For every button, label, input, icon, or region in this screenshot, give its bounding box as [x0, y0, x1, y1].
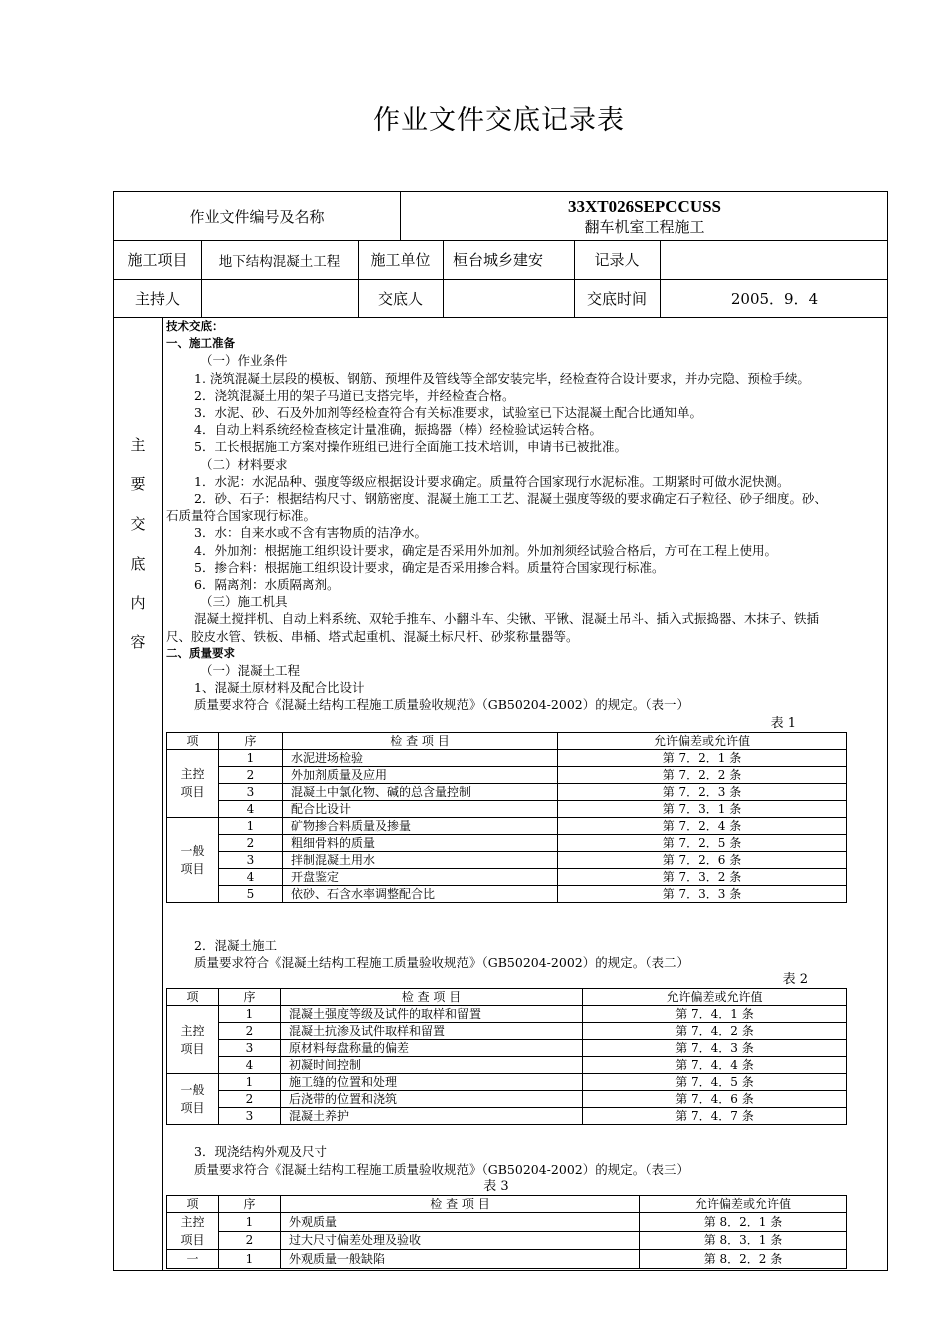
table-row	[167, 749, 847, 766]
check-item: 混凝土抗渗及试件取样和留置	[281, 1023, 583, 1040]
check-item: 依砂、石含水率调整配合比	[283, 885, 558, 902]
presenter-label: 交底人	[377, 289, 423, 308]
row-index: 2	[219, 834, 283, 851]
group-label-text: 主控 项目	[180, 1215, 205, 1248]
table-row	[167, 868, 847, 885]
side-label	[114, 318, 162, 1272]
column-header: 序	[219, 1196, 281, 1213]
content-body	[166, 318, 886, 1269]
allowed-value: 第 7．3．3 条	[558, 885, 847, 902]
row-index: 1	[219, 1006, 281, 1023]
allowed-value: 第 7．4．1 条	[583, 1006, 847, 1023]
allowed-value: 第 7．3．1 条	[558, 800, 847, 817]
paragraph: 质量要求符合《混凝土结构工程施工质量验收规范》（GB50204-2002）的规定。（表二）	[194, 955, 689, 971]
table-row	[167, 834, 847, 851]
check-item: 拌制混凝土用水	[283, 851, 558, 868]
table-row	[167, 1057, 847, 1074]
allowed-value: 第 7．4．4 条	[583, 1057, 847, 1074]
group-label-text: 主控 项目	[180, 1023, 205, 1056]
paragraph: 石质量符合国家现行标准。	[166, 508, 317, 524]
row-index: 2	[219, 766, 283, 783]
allowed-value: 第 7．2．4 条	[558, 817, 847, 834]
paragraph: 1．水泥：水泥品种、强度等级应根据设计要求确定。质量符合国家现行水泥标准。工期紧时可做水泥快测。	[194, 473, 790, 489]
paragraph: 3．水泥、砂、石及外加剂等经检查符合有关标准要求，试验室已下达混凝土配合比通知单。	[194, 405, 702, 421]
allowed-value: 第 8．3．1 条	[640, 1231, 847, 1250]
paragraph: 1. 浇筑混凝土层段的模板、钢筋、预埋件及管线等全部安装完毕，经检查符合设计要求，并办完隐、预检手续。	[194, 370, 810, 386]
table1	[166, 732, 847, 903]
table-row	[167, 1091, 847, 1108]
check-item: 后浇带的位置和浇筑	[281, 1091, 583, 1108]
check-item: 水泥进场检验	[283, 749, 558, 766]
side-char: 内	[130, 594, 146, 612]
tech-title: 技术交底：	[166, 319, 224, 333]
column-header: 序	[219, 732, 283, 749]
allowed-value: 第 7．2．1 条	[558, 749, 847, 766]
recorder-label: 记录人	[594, 251, 640, 269]
paragraph: 质量要求符合《混凝土结构工程施工质量验收规范》（GB50204-2002）的规定。（表三）	[194, 1161, 689, 1177]
paragraph: 5．工长根据施工方案对操作班组已进行全面施工技术培训，申请书已被批准。	[194, 439, 627, 455]
row-index: 3	[219, 783, 283, 800]
row-index: 2	[219, 1231, 281, 1250]
table-row	[167, 800, 847, 817]
paragraph: 4．自动上料系统经检查核定计量准确，振捣器（棒）经检验试运转合格。	[194, 422, 602, 438]
table2-caption: 表 2	[782, 972, 808, 988]
divider	[162, 317, 163, 1271]
group-label	[167, 1213, 219, 1250]
paragraph: 混凝土搅拌机、自动上料系统、双轮手推车、小翻斗车、尖锹、平锹、混凝土吊斗、插入式振捣器、木抹子、铁插	[194, 611, 820, 627]
check-item: 过大尺寸偏差处理及验收	[281, 1231, 640, 1250]
group-label-text: 主控 项目	[180, 767, 205, 800]
row-index: 4	[219, 1057, 281, 1074]
allowed-value: 第 7．2．3 条	[558, 783, 847, 800]
row-index: 3	[219, 851, 283, 868]
side-char: 容	[130, 633, 146, 651]
check-item: 混凝土养护	[281, 1108, 583, 1125]
check-item: 粗细骨料的质量	[283, 834, 558, 851]
side-char: 交	[130, 515, 146, 533]
allowed-value: 第 7．2．5 条	[558, 834, 847, 851]
group-label-text: 一般 项目	[180, 843, 205, 876]
row-index: 2	[219, 1023, 281, 1040]
check-item: 配合比设计	[283, 800, 558, 817]
check-item: 外观质量一般缺陷	[281, 1250, 640, 1269]
table-row	[167, 851, 847, 868]
check-item: 矿物掺合料质量及掺量	[283, 817, 558, 834]
table-row	[167, 885, 847, 902]
allowed-value: 第 7．3．2 条	[558, 868, 847, 885]
paragraph: 1、混凝土原材料及配合比设计	[194, 680, 365, 696]
table-row	[167, 1213, 847, 1232]
paragraph: 质量要求符合《混凝土结构工程施工质量验收规范》（GB50204-2002）的规定。（表一）	[194, 697, 689, 713]
row-index: 4	[219, 868, 283, 885]
check-item: 初凝时间控制	[281, 1057, 583, 1074]
group-label	[167, 1006, 219, 1074]
group-label	[167, 749, 219, 817]
row-index: 3	[219, 1040, 281, 1057]
paragraph: 5．掺合料：根据施工组织设计要求，确定是否采用掺合料。质量符合国家现行标准。	[194, 559, 665, 575]
check-item: 外观质量	[281, 1213, 640, 1232]
table3	[166, 1195, 847, 1269]
subsection-title: （一）混凝土工程	[200, 663, 301, 679]
doc-id-block	[400, 194, 889, 240]
side-char: 主	[130, 436, 146, 454]
paragraph: 3．水：自来水或不含有害物质的洁净水。	[194, 525, 427, 541]
check-item: 施工缝的位置和处理	[281, 1074, 583, 1091]
subsection-title: （二）材料要求	[200, 456, 288, 472]
doc-label: 作业文件编号及名称	[189, 207, 325, 226]
column-header: 项	[167, 732, 219, 749]
check-item: 开盘鉴定	[283, 868, 558, 885]
row-index: 1	[219, 1250, 281, 1269]
project-value: 地下结构混凝土工程	[218, 253, 341, 270]
allowed-value: 第 8．2．1 条	[640, 1213, 847, 1232]
group-label	[167, 817, 219, 902]
paragraph: 2．混凝土施工	[194, 937, 277, 953]
page-title: 作业文件交底记录表	[373, 105, 625, 136]
table2	[166, 988, 847, 1125]
column-header: 检 查 项 目	[281, 1196, 640, 1213]
subsection-title: （三）施工机具	[200, 594, 288, 610]
section-title: 一、施工准备	[166, 336, 235, 351]
check-item: 混凝土中氯化物、碱的总含量控制	[283, 783, 558, 800]
time-label: 交底时间	[586, 289, 647, 308]
host-value	[201, 279, 358, 317]
table-row	[167, 1250, 847, 1269]
column-header: 序	[219, 989, 281, 1006]
row-index: 3	[219, 1108, 281, 1125]
group-label-text: 一般 项目	[180, 1083, 205, 1116]
group-label	[167, 1250, 219, 1269]
check-item: 原材料每盘称量的偏差	[281, 1040, 583, 1057]
group-label-text: 一	[186, 1252, 199, 1267]
paragraph: 4．外加剂：根据施工组织设计要求，确定是否采用外加剂。外加剂须经试验合格后，方可在工程上使用。	[194, 542, 777, 558]
table-row	[167, 817, 847, 834]
paragraph: 尺、胶皮水管、铁板、串桶、塔式起重机、混凝土标尺杆、砂浆称量器等。	[166, 628, 579, 644]
row-index: 4	[219, 800, 283, 817]
paragraph: 2．砂、石子：根据结构尺寸、钢筋密度、混凝土施工工艺、混凝土强度等级的要求确定石子粒径、砂子细度。砂、	[194, 491, 827, 507]
presenter-value	[443, 279, 574, 317]
check-item: 混凝土强度等级及试件的取样和留置	[281, 1006, 583, 1023]
table-row	[167, 783, 847, 800]
allowed-value: 第 7．4．5 条	[583, 1074, 847, 1091]
unit-label: 施工单位	[370, 251, 431, 269]
group-label	[167, 1074, 219, 1125]
table-row	[167, 1231, 847, 1250]
paragraph: 2．浇筑混凝土用的架子马道已支搭完毕，并经检查合格。	[194, 387, 515, 403]
row-index: 2	[219, 1091, 281, 1108]
subsection-title: （一）作业条件	[200, 353, 288, 369]
side-char: 底	[130, 555, 146, 573]
doc-code: 33XT026SEPCCUSS	[567, 197, 722, 216]
row-index: 1	[219, 817, 283, 834]
table3-caption: 表 3	[483, 1178, 509, 1194]
table-row	[167, 1006, 847, 1023]
column-header: 允许偏差或允许值	[558, 732, 847, 749]
table1-caption: 表 1	[770, 715, 796, 731]
section-title: 二、质量要求	[166, 645, 235, 660]
table-row	[167, 1023, 847, 1040]
doc-name: 翻车机室工程施工	[584, 218, 705, 236]
row-index: 1	[219, 1074, 281, 1091]
check-item: 外加剂质量及应用	[283, 766, 558, 783]
unit-value: 桓台城乡建安	[453, 251, 544, 269]
side-char: 要	[130, 475, 146, 493]
column-header: 检 查 项 目	[281, 989, 583, 1006]
row-index: 1	[219, 749, 283, 766]
column-header: 检 查 项 目	[283, 732, 558, 749]
paragraph: 3．现浇结构外观及尺寸	[194, 1144, 327, 1160]
allowed-value: 第 7．4．6 条	[583, 1091, 847, 1108]
record-form	[113, 191, 888, 1271]
table-row	[167, 1108, 847, 1125]
row-index: 1	[219, 1213, 281, 1232]
column-header: 允许偏差或允许值	[640, 1196, 847, 1213]
allowed-value: 第 7．4．2 条	[583, 1023, 847, 1040]
allowed-value: 第 7．2．2 条	[558, 766, 847, 783]
recorder-value	[660, 240, 889, 279]
project-label: 施工项目	[127, 251, 188, 269]
column-header: 允许偏差或允许值	[583, 989, 847, 1006]
paragraph: 6．隔离剂：水质隔离剂。	[194, 577, 340, 593]
column-header: 项	[167, 989, 219, 1006]
table-header-row	[167, 1196, 847, 1213]
host-label: 主持人	[134, 289, 180, 308]
table-row	[167, 766, 847, 783]
table-header-row	[167, 989, 847, 1006]
allowed-value: 第 7．4．7 条	[583, 1108, 847, 1125]
allowed-value: 第 7．2．6 条	[558, 851, 847, 868]
time-value: 2005．9．4	[730, 289, 819, 308]
allowed-value: 第 8．2．2 条	[640, 1250, 847, 1269]
row-index: 5	[219, 885, 283, 902]
column-header: 项	[167, 1196, 219, 1213]
table-row	[167, 1074, 847, 1091]
table-row	[167, 1040, 847, 1057]
allowed-value: 第 7．4．3 条	[583, 1040, 847, 1057]
table-header-row	[167, 732, 847, 749]
